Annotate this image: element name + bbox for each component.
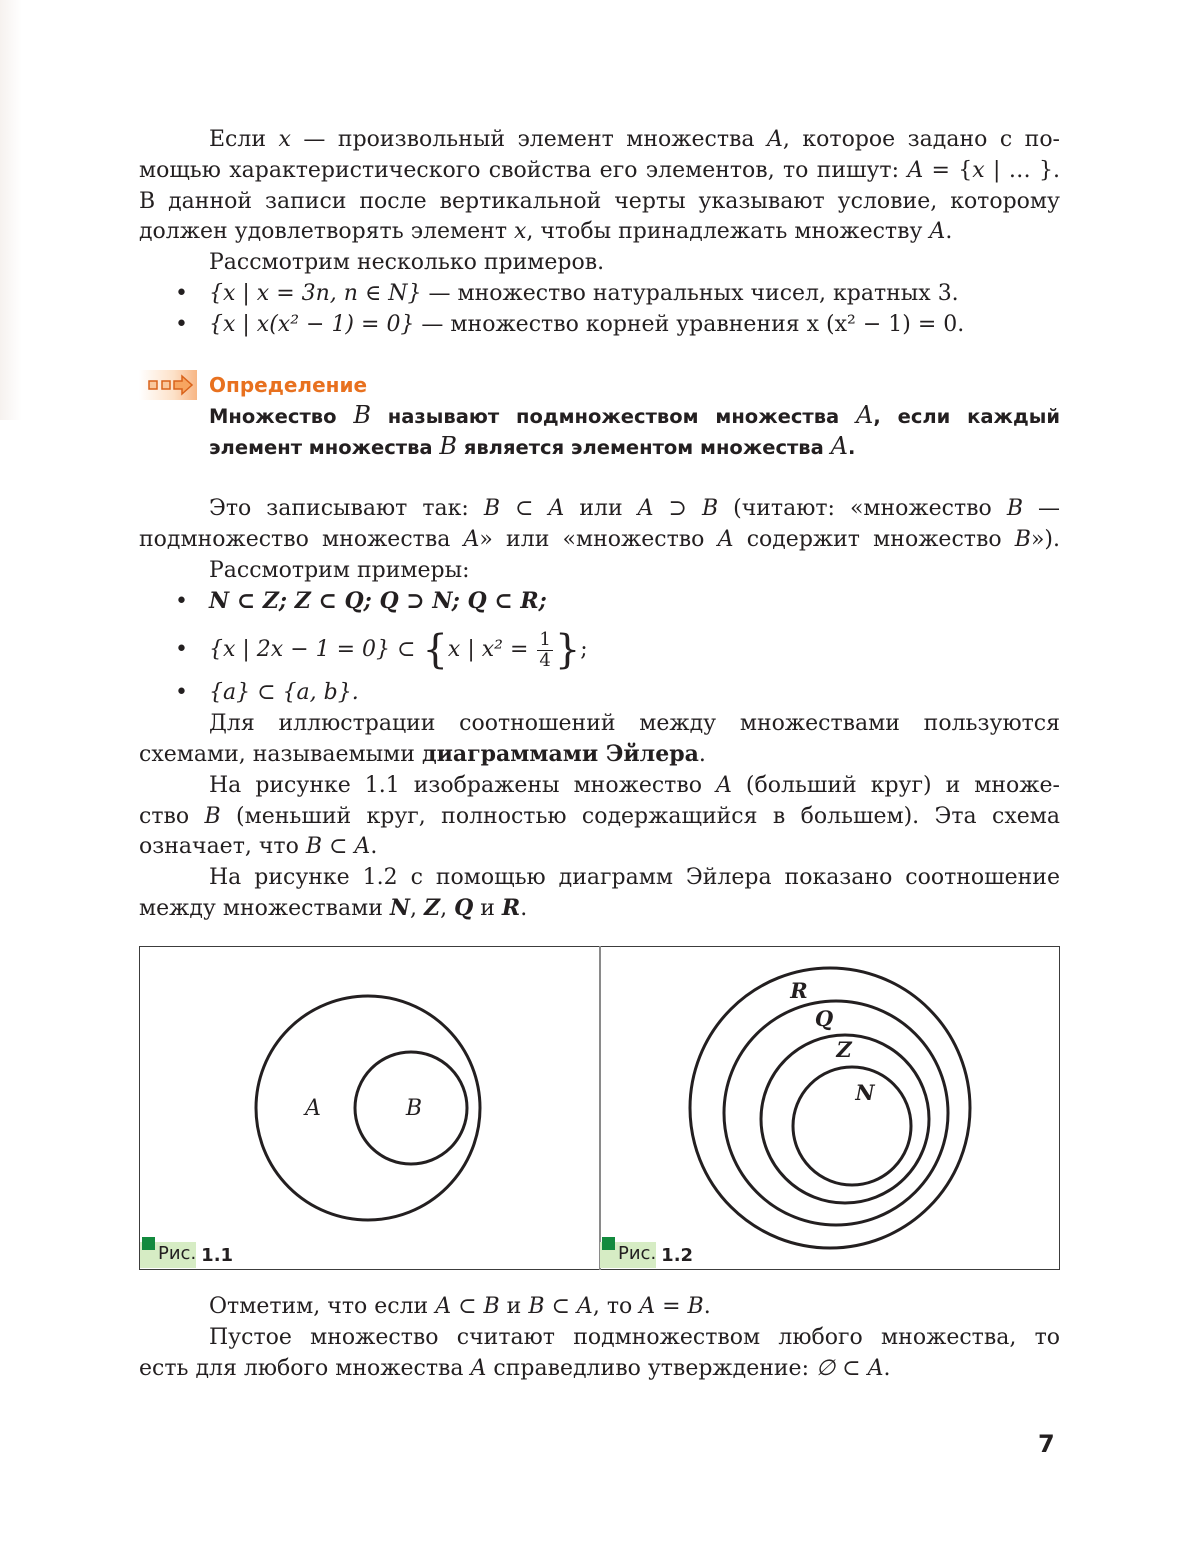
definition-line-2: элемент множества B является элементом множества A. bbox=[209, 432, 856, 460]
paragraph-6-line-1: Отметим, что если A ⊂ B и B ⊂ A, то A = B. bbox=[209, 1294, 711, 1319]
paragraph-1-line-1: Если x — произвольный элемент множества A, которое задано с по- bbox=[209, 127, 1060, 152]
paragraph-6-line-3: есть для любого множества A справедливо утверждение: ∅ ⊂ A. bbox=[139, 1356, 891, 1381]
figure-1-1 bbox=[256, 996, 480, 1220]
paragraph-3-line-2: схемами, называемыми диаграммами Эйлера. bbox=[139, 741, 706, 767]
paragraph-1-line-4: должен удовлетворять элемент x, чтобы принадлежать множеству A. bbox=[139, 219, 953, 244]
list-item: • {a} ⊂ {a, b}. bbox=[175, 677, 359, 708]
set-n-circle bbox=[793, 1067, 911, 1185]
set-q-label: Q bbox=[814, 1006, 834, 1031]
paragraph-1-line-2: мощью характеристического свойства его элементов, то пишут: A = {x | … }. bbox=[139, 158, 1061, 183]
figure-1-2-caption: Рис. 1.2 bbox=[600, 1240, 693, 1268]
set-b-label: B bbox=[405, 1096, 423, 1121]
examples-2-intro: Рассмотрим примеры: bbox=[209, 558, 470, 583]
caption-marker-icon bbox=[142, 1237, 155, 1250]
page-number: 7 bbox=[1038, 1430, 1055, 1458]
bullet-icon: • bbox=[175, 680, 188, 705]
list-item: • {x | x = 3n, n ∈ N} — множество натуральных чисел, кратных 3. bbox=[175, 278, 959, 309]
paragraph-4-line-2: ство B (меньший круг, полностью содержащийся в большем). Эта схема bbox=[139, 804, 1060, 829]
set-a-label: A bbox=[305, 1096, 321, 1121]
list-item: • N ⊂ Z; Z ⊂ Q; Q ⊃ N; Q ⊂ R; bbox=[175, 586, 547, 617]
paragraph-2-line-1: Это записывают так: B ⊂ A или A ⊃ B (читают: «множество B — bbox=[209, 496, 1060, 521]
examples-1-intro: Рассмотрим несколько примеров. bbox=[209, 250, 605, 275]
caption-marker-icon bbox=[602, 1237, 615, 1250]
paragraph-5-line-2: между множествами N, Z, Q и R. bbox=[139, 895, 528, 921]
paragraph-2-line-2: подмножество множества A» или «множество A содержит множество B»). bbox=[139, 527, 1060, 552]
bullet-icon: • bbox=[175, 312, 188, 337]
figure-1-1-caption: Рис. 1.1 bbox=[140, 1240, 233, 1268]
definition-title: Определение bbox=[209, 373, 368, 397]
bullet-icon: • bbox=[175, 589, 188, 614]
set-a-circle bbox=[256, 996, 480, 1220]
paragraph-4-line-1: На рисунке 1.1 изображены множество A (больший круг) и множе- bbox=[209, 773, 1060, 798]
paragraph-3-line-1: Для иллюстрации соотношений между множествами пользуются bbox=[209, 711, 1060, 736]
paragraph-6-line-2: Пустое множество считают подмножеством любого множества, то bbox=[209, 1325, 1060, 1350]
paragraph-4-line-3: означает, что B ⊂ A. bbox=[139, 834, 378, 859]
list-item: • {x | 2x − 1 = 0} ⊂ {x | x² = $\frac{1}{4}$ }; bbox=[175, 620, 588, 680]
list-item: • {x | x(x² − 1) = 0} — множество корней уравнения x (x² − 1) = 0. bbox=[175, 309, 964, 340]
definition-line-1: Множество B называют подмножеством множества A, если каждый bbox=[209, 401, 1060, 429]
paragraph-5-line-1: На рисунке 1.2 с помощью диаграмм Эйлера показано соотношение bbox=[209, 865, 1060, 890]
fraction: $\frac{1}{4}$ bbox=[539, 628, 551, 671]
set-z-label: Z bbox=[836, 1037, 852, 1062]
term-euler-diagrams: диаграммами Эйлера bbox=[421, 741, 699, 767]
set-n-label: N bbox=[855, 1080, 875, 1105]
set-r-label: R bbox=[790, 978, 808, 1003]
bullet-icon: • bbox=[175, 281, 188, 306]
bullet-icon: • bbox=[175, 637, 188, 662]
paragraph-1-line-3: В данной записи после вертикальной черты указывают условие, которому bbox=[139, 189, 1060, 214]
